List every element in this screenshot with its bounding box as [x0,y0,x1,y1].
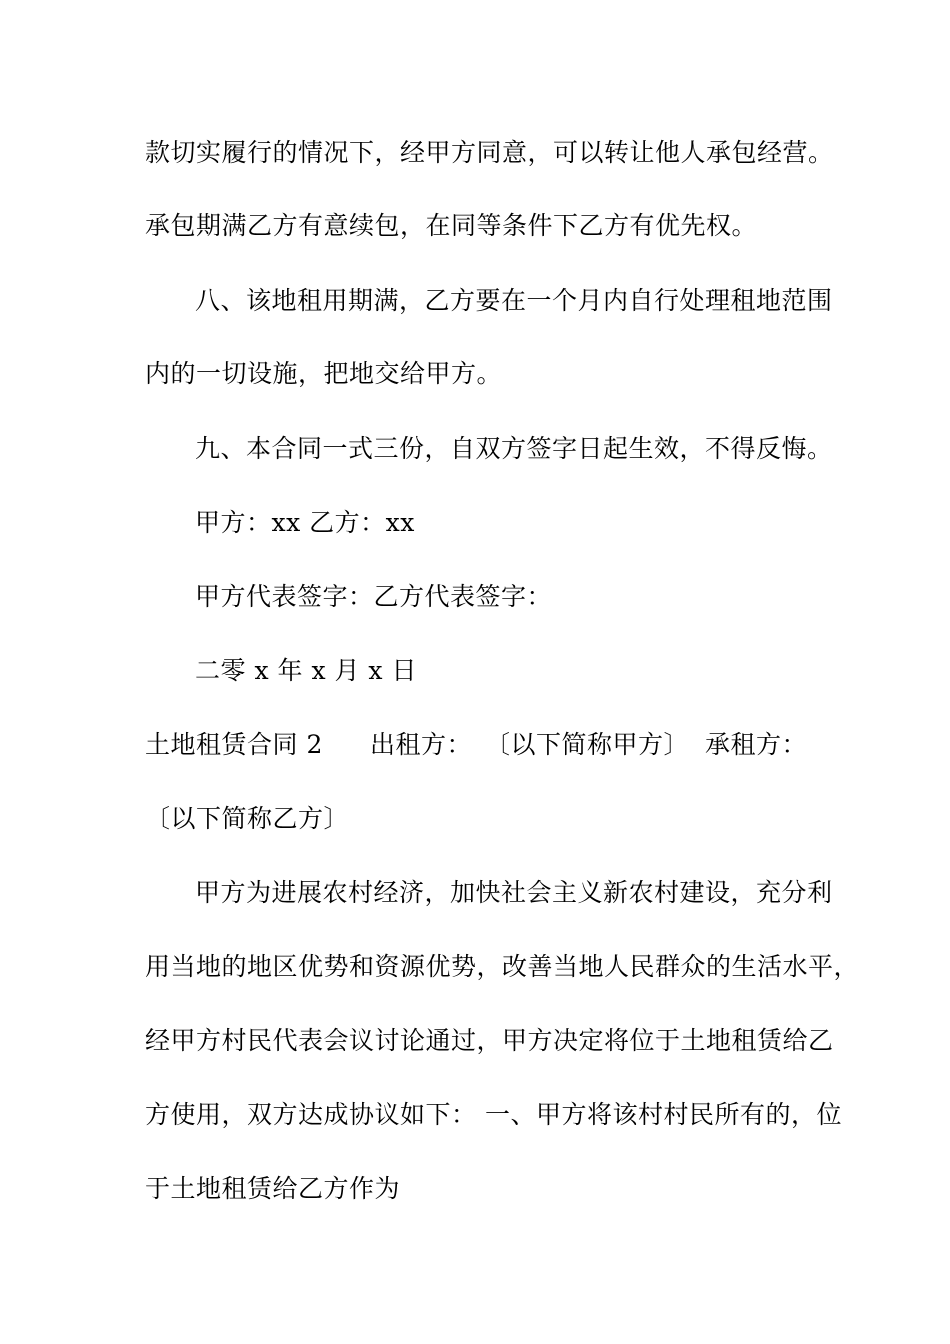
body-line: 经甲方村民代表会议讨论通过，甲方决定将位于土地租赁给乙 [145,1026,834,1055]
lessee-label: 承租方： [705,730,808,759]
clause-nine-line: 九、本合同一式三份，自双方签字日起生效，不得反悔。 [195,434,833,463]
lessee-note: 〔以下简称乙方〕 [145,804,350,833]
contract-title: 土地租赁合同 2 [145,730,323,759]
date-line: 二零 x 年 x 月 x 日 [195,656,417,685]
body-line: 方使用，双方达成协议如下： 一、甲方将该村村民所有的，位 [145,1100,842,1129]
contract-two-header [145,730,808,760]
clause-eight-line: 八、该地租用期满，乙方要在一个月内自行处理租地范围 [195,286,833,315]
paragraph-line: 承包期满乙方有意续包，在同等条件下乙方有优先权。 [145,211,758,240]
body-line: 用当地的地区优势和资源优势，改善当地人民群众的生活水平， [145,952,860,981]
lessor-label: 出租方： [370,730,473,759]
paragraph-line: 款切实履行的情况下，经甲方同意，可以转让他人承包经营。 [145,138,834,167]
paragraph-line: 内的一切设施，把地交给甲方。 [145,359,503,388]
lessor-note: 〔以下简称甲方〕 [485,730,690,759]
body-line: 甲方为进展农村经济，加快社会主义新农村建设，充分利 [195,878,833,907]
parties-line: 甲方：xx 乙方：xx [195,508,415,537]
signature-line: 甲方代表签字：乙方代表签字： [195,582,553,611]
body-line: 于土地租赁给乙方作为 [145,1174,401,1203]
